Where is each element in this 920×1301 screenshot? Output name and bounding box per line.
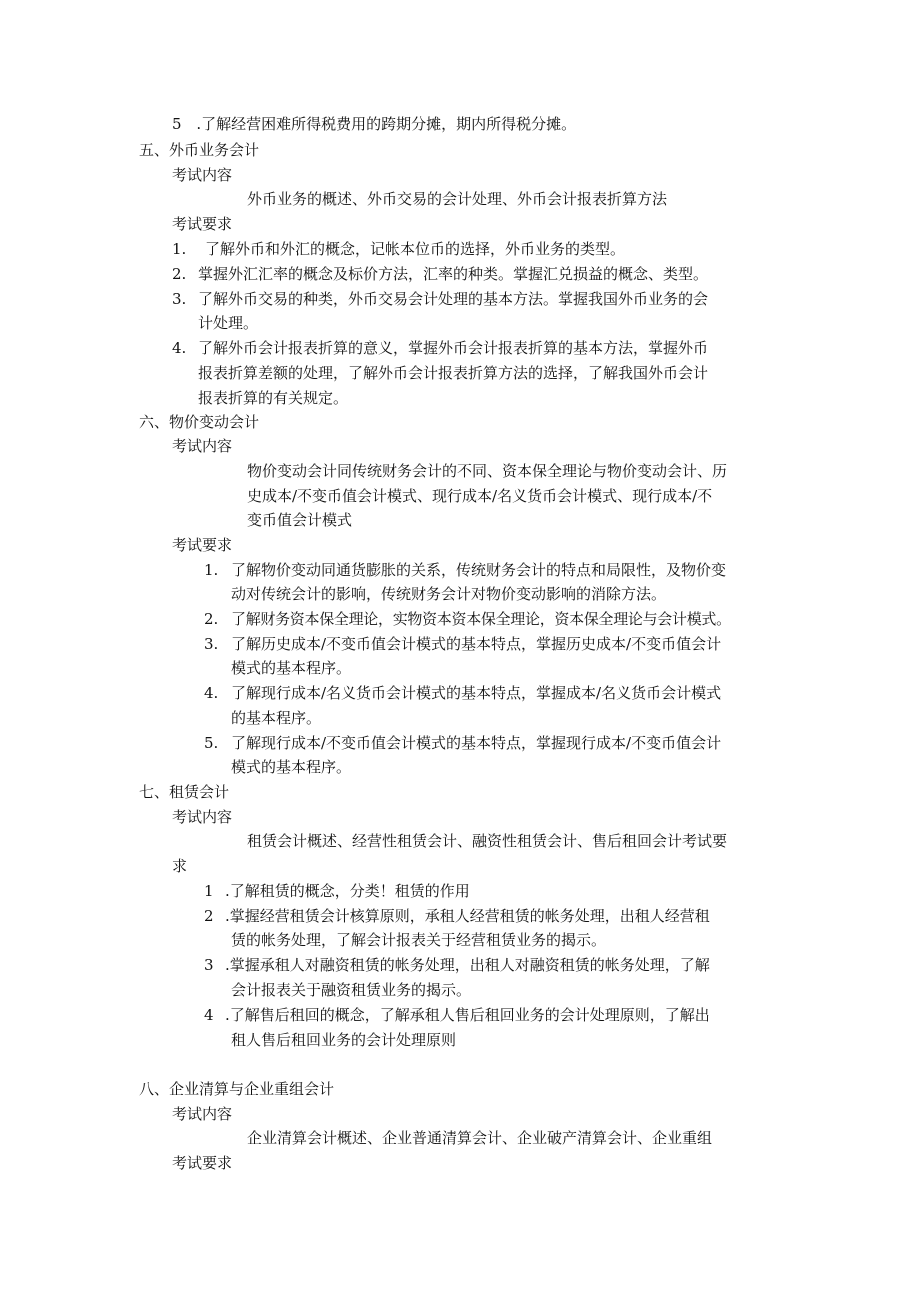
req-text: .掌握经营租赁会计核算原则，承租人经营租赁的帐务处理，出租人经营租: [225, 907, 710, 925]
req-text: 了解外币和外汇的概念，记帐本位币的选择，外币业务的类型。: [205, 240, 626, 258]
req-number: 1.: [172, 240, 187, 258]
req-text: 了解外币交易的种类，外币交易会计处理的基本方法。掌握我国外币业务的会: [198, 290, 709, 308]
req-number: 1: [204, 882, 214, 900]
req-number: 5: [172, 115, 182, 133]
req-text: .了解售后租回的概念，了解承租人售后租回业务的会计处理原则，了解出: [225, 1006, 710, 1024]
req-text: 了解外币会计报表折算的意义，掌握外币会计报表折算的基本方法，掌握外币: [198, 339, 709, 357]
req-text: 租人售后租回业务的会计处理原则: [231, 1031, 457, 1049]
req-number: 1.: [204, 561, 219, 579]
req-text: 的基本程序。: [231, 709, 322, 727]
req-number: 4.: [172, 339, 187, 357]
req-text: 掌握外汇汇率的概念及标价方法，汇率的种类。掌握汇兑损益的概念、类型。: [198, 265, 709, 283]
req-number: 4.: [204, 684, 219, 702]
requirement-label: 考试要求: [172, 536, 233, 554]
req-text: .掌握承租人对融资租赁的帐务处理，出租人对融资租赁的帐务处理，了解: [225, 956, 710, 974]
req-text: .了解租赁的概念，分类！租赁的作用: [225, 882, 470, 900]
req-number: 2: [204, 907, 214, 925]
requirement-item: [172, 262, 186, 286]
req-text: 了解物价变动同通货膨胀的关系，传统财务会计的特点和局限性，及物价变: [231, 561, 727, 579]
req-text: 计处理。: [198, 314, 259, 332]
req-number: 5.: [204, 734, 219, 752]
section-title: 七、租赁会计: [139, 783, 230, 801]
requirement-label: 考试要求: [172, 1154, 233, 1172]
content-label: 考试内容: [172, 166, 233, 184]
content-text: 租赁会计概述、经营性租赁会计、融资性租赁会计、售后租回会计考试要: [247, 832, 728, 850]
content-text: 变币值会计模式: [247, 511, 353, 529]
req-text: 报表折算的有关规定。: [198, 389, 349, 407]
requirement-item: [172, 336, 186, 360]
req-number: 3: [204, 956, 214, 974]
req-text: 了解现行成本/不变币值会计模式的基本特点，掌握现行成本/不变币值会计: [231, 734, 722, 752]
req-text: 了解财务资本保全理论，实物资本资本保全理论，资本保全理论与会计模式。: [231, 610, 731, 628]
req-text: 动对传统会计的影响，传统财务会计对物价变动影响的消除方法。: [231, 585, 667, 603]
section-title: 八、企业清算与企业重组会计: [139, 1080, 335, 1098]
req-number: 3.: [172, 290, 187, 308]
requirement-item: [172, 237, 186, 261]
sec4-req-5: [172, 112, 576, 136]
req-text: 了解现行成本/名义货币会计模式的基本特点，掌握成本/名义货币会计模式: [231, 684, 722, 702]
req-text: .了解经营困难所得税费用的跨期分摊，期内所得税分摊。: [196, 115, 577, 133]
content-label: 考试内容: [172, 808, 233, 826]
content-label: 考试内容: [172, 1105, 233, 1123]
req-text: 赁的帐务处理，了解会计报表关于经营租赁业务的揭示。: [231, 931, 607, 949]
req-number: 3.: [204, 635, 219, 653]
req-number: 2.: [172, 265, 187, 283]
content-text: 物价变动会计同传统财务会计的不同、资本保全理论与物价变动会计、历: [247, 462, 728, 480]
section-title: 五、外币业务会计: [139, 141, 260, 159]
content-text: 史成本/不变币值会计模式、现行成本/名义货币会计模式、现行成本/不: [247, 487, 713, 505]
content-text: 外币业务的概述、外币交易的会计处理、外币会计报表折算方法: [247, 190, 668, 208]
requirement-label: 考试要求: [172, 215, 233, 233]
req-text: 模式的基本程序。: [231, 758, 352, 776]
content-text: 求: [172, 857, 188, 875]
content-label: 考试内容: [172, 437, 233, 455]
req-number: 4: [204, 1006, 214, 1024]
req-text: 了解历史成本/不变币值会计模式的基本特点，掌握历史成本/不变币值会计: [231, 635, 722, 653]
req-number: 2.: [204, 610, 219, 628]
section-title: 六、物价变动会计: [139, 413, 260, 431]
content-text: 企业清算会计概述、企业普通清算会计、企业破产清算会计、企业重组: [247, 1129, 713, 1147]
req-text: 模式的基本程序。: [231, 659, 352, 677]
req-text: 会计报表关于融资租赁业务的揭示。: [231, 981, 472, 999]
req-text: 报表折算差额的处理，了解外币会计报表折算方法的选择，了解我国外币会计: [198, 364, 709, 382]
requirement-item: [172, 287, 186, 311]
